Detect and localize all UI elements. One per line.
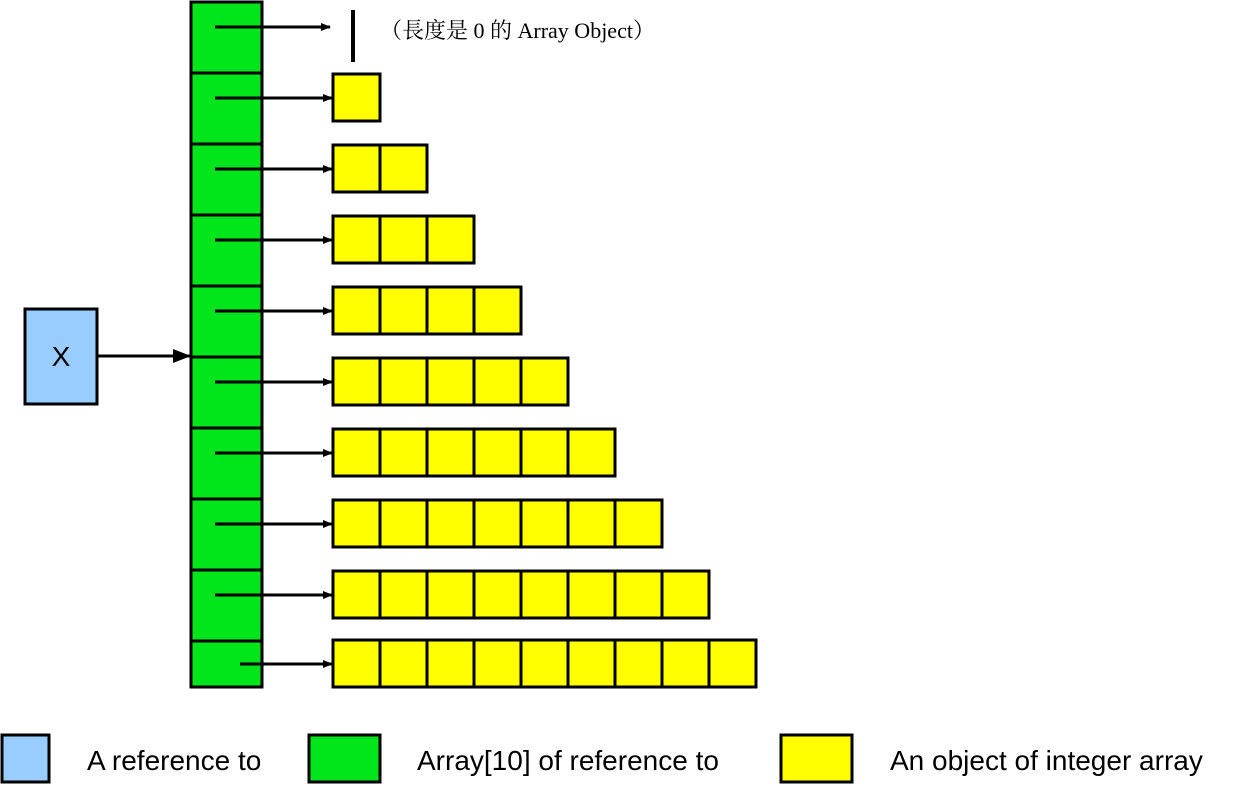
legend-label-ref-array: Array[10] of reference to bbox=[417, 745, 719, 776]
int-array-cell bbox=[427, 358, 474, 405]
ref-array-cell bbox=[191, 499, 262, 570]
int-array-cell bbox=[662, 571, 709, 618]
int-array-cell bbox=[568, 500, 615, 547]
legend-swatch-variable bbox=[2, 735, 49, 782]
int-array-cell bbox=[521, 640, 568, 687]
int-array-cell bbox=[333, 74, 380, 121]
legend bbox=[2, 735, 1203, 782]
int-array-cell bbox=[709, 640, 756, 687]
ref-array-cell bbox=[191, 73, 262, 144]
ref-array-cell bbox=[191, 286, 262, 357]
int-array-cell bbox=[521, 429, 568, 476]
empty-array-note: （長度是 0 的 Array Object） bbox=[380, 18, 655, 43]
int-array-cell bbox=[380, 500, 427, 547]
ref-array-cell bbox=[191, 570, 262, 641]
int-array-cell bbox=[380, 358, 427, 405]
int-array-cell bbox=[333, 287, 380, 334]
int-array-cell bbox=[568, 571, 615, 618]
int-array-cell bbox=[333, 500, 380, 547]
int-array-cell bbox=[333, 216, 380, 263]
int-array-cell bbox=[427, 429, 474, 476]
int-array-cell bbox=[615, 571, 662, 618]
int-array-cell bbox=[427, 216, 474, 263]
ref-array-cell bbox=[191, 144, 262, 215]
ref-array-cell bbox=[191, 428, 262, 499]
int-array-cell bbox=[615, 500, 662, 547]
int-array-cell bbox=[474, 287, 521, 334]
int-array-cell bbox=[333, 429, 380, 476]
int-array-cell bbox=[427, 640, 474, 687]
variable-x bbox=[25, 309, 97, 404]
legend-label-variable: A reference to bbox=[87, 745, 262, 776]
int-array-cell bbox=[427, 287, 474, 334]
int-array-cell bbox=[521, 358, 568, 405]
int-array-cell bbox=[380, 145, 427, 192]
int-array-cell bbox=[333, 145, 380, 192]
legend-swatch-int-array bbox=[781, 735, 852, 782]
int-array-cell bbox=[380, 640, 427, 687]
legend-swatch-ref-array bbox=[309, 735, 380, 782]
int-array-cell bbox=[474, 500, 521, 547]
ref-array-cell bbox=[191, 2, 262, 73]
int-array-cell bbox=[662, 640, 709, 687]
int-array-cell bbox=[380, 429, 427, 476]
int-array-cell bbox=[427, 571, 474, 618]
int-array-cell bbox=[474, 640, 521, 687]
int-array-cell bbox=[474, 571, 521, 618]
variable-x-label: X bbox=[51, 341, 71, 372]
int-array-cell bbox=[521, 500, 568, 547]
int-array-cell bbox=[380, 216, 427, 263]
int-array-cell bbox=[380, 571, 427, 618]
int-array-cell bbox=[333, 571, 380, 618]
ref-array-cell bbox=[191, 357, 262, 428]
int-array-cell bbox=[380, 287, 427, 334]
int-array-cell bbox=[615, 640, 662, 687]
int-array-cell bbox=[474, 358, 521, 405]
int-array-cell bbox=[333, 640, 380, 687]
legend-label-int-array: An object of integer array bbox=[890, 745, 1203, 776]
reference-array bbox=[191, 2, 262, 687]
int-array-cell bbox=[474, 429, 521, 476]
int-array-cell bbox=[568, 640, 615, 687]
integer-arrays bbox=[333, 74, 756, 687]
int-array-cell bbox=[427, 500, 474, 547]
int-array-cell bbox=[521, 571, 568, 618]
int-array-cell bbox=[568, 429, 615, 476]
int-array-cell bbox=[333, 358, 380, 405]
ref-array-cell bbox=[191, 215, 262, 286]
